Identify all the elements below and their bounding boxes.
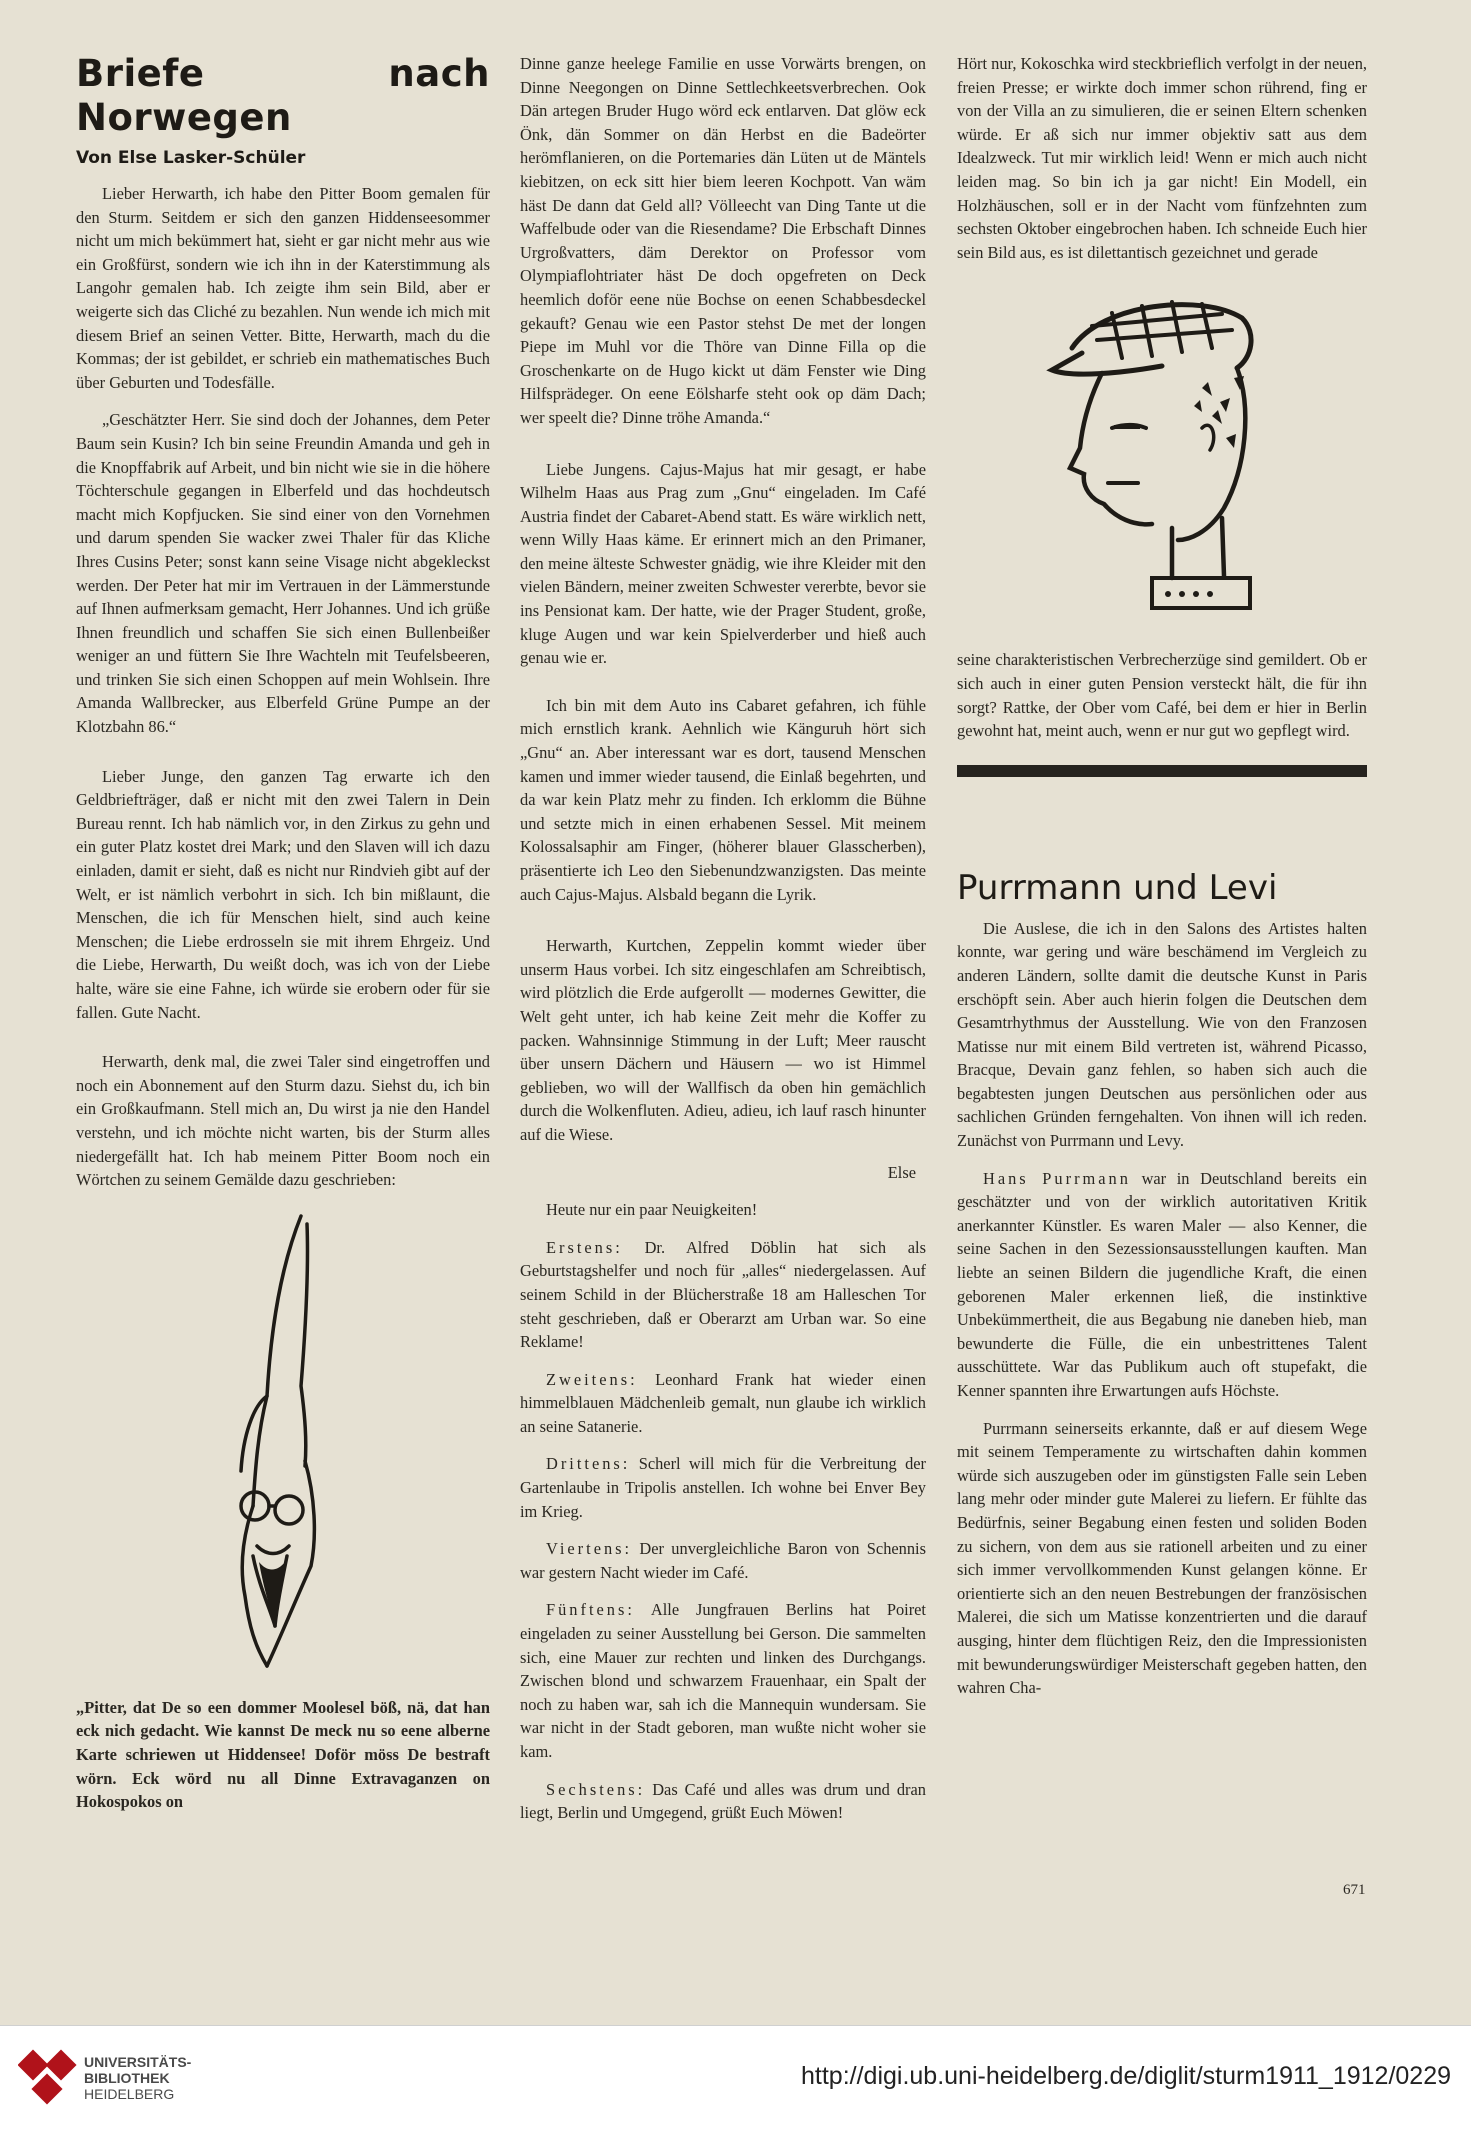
article-title-purrmann: Purrmann und Levi xyxy=(957,867,1278,908)
paragraph: „Geschätzter Herr. Sie sind doch der Johannes, dem Peter Baum sein Kusin? Ich bin seine Freundin Amanda und geh in die Knopffabrik auf Arbeit, und bin nicht wie sie in die höhere Töchterschule gegangen in Elberfeld und das hochdeutsch macht mich Kopfjucken. Sie sind einer von den Vornehmen und darum spenden Sie wacker zwei Thaler für das Kliche Ihres Cusins Peter; sonst kann seine Visage nicht abgekleckst werden. Der Peter hat mir im Vertrauen in der Lämmerstunde auf Ihnen aufmerksam gemacht, Herr Johannes. Und ich grüße Ihnen freundlich und schaffen Sie sich einen Bullenbeißer weniger an und füttern Sie Ihre Wachteln mit Teufelsbeeren, und trinken Sie sich einen Schoppen auf mein Wohlsein. Ihre Amanda Wallbrecker, aus Elberfeld Grüne Pumpe an der Klotzbahn 86.“ xyxy=(76,410,490,737)
news-item xyxy=(520,1452,926,1523)
source-url-link[interactable]: http://digi.ub.uni-heidelberg.de/diglit/sturm1911_1912/0229 xyxy=(801,2062,1451,2090)
news-label: Zweitens: xyxy=(546,1369,638,1389)
column-2 xyxy=(520,52,926,1839)
news-text: Der unvergleichliche Baron von Schennis war gestern Nacht wieder im Café. xyxy=(520,1539,926,1582)
institution-line: BIBLIOTHEK xyxy=(84,2070,170,2086)
signature: Else xyxy=(887,1162,916,1182)
page-number: 671 xyxy=(1343,1882,1366,1898)
section-divider xyxy=(957,765,1367,777)
news-label: Fünftens: xyxy=(546,1600,635,1620)
paragraph: Liebe Jungens. Cajus-Majus hat mir gesagt, er habe Wilhelm Haas aus Prag zum „Gnu“ eingeladen. Im Café Austria findet der Cabaret-Abend statt. Es wäre wirklich nett, wenn Willy Haas käme. Er erinnert mich an den Primaner, den meine älteste Schwester gnädig, wie ihre Kleider mit den vielen Bändern, meiner zweiten Schwester vererbte, bevor sie ins Pensionat kam. Der hatte, wie der Prager Student, große, kluge Augen und war kein Spielverderber und hieß auch genau wie er. xyxy=(520,459,926,668)
news-text: Das Café und alles was drum und dran liegt, Berlin und Umgegend, grüßt Euch Möwen! xyxy=(520,1779,926,1823)
paragraph: Purrmann seinerseits erkannte, daß er auf diesem Wege mit seinem Temperamente zu wirtschaften dahin kommen würde sich auszugeben oder im günstigsten Falle sein Leben lang mehr oder minder gute Malerei zu liefern. Er fühlte das Bedürfnis, seiner Begabung einen festen und soliden Boden zu sichern, von dem aus sie rationell arbeiten und zu einer sich immer vervollkommenden Kunst gelangen könne. Er orientierte sich an den neuen Bestrebungen der französischen Malerei, die sich um Matisse konzentrierten und die darauf ausging, hinter dem flüchtigen Reiz, den die Impressionisten mit bewunderungswürdiger Meisterschaft gegeben hatten, den wahren Cha- xyxy=(957,1418,1367,1698)
news-text: Dr. Alfred Döblin hat sich als Geburtstagshelfer und noch für „alles“ niedergelassen. Auf seinem Schild in der Blücherstraße 18 am Halleschen Tor steht geschrieben, daß er Oberarzt am Urban war. So eine Reklame! xyxy=(520,1237,926,1352)
paragraph: Herwarth, denk mal, die zwei Taler sind eingetroffen und noch ein Abonnement auf den Sturm dazu. Siehst du, ich bin ein Großkaufmann. Stell mich an, Du wirst ja nie den Handel verstehn, und ich möchte nicht warten, bis der Sturm alles niedergefällt hat. Ich hab meinem Pitter Boom noch ein Wörtchen zu seinem Gemälde dazu geschrieben: xyxy=(76,1052,490,1190)
column-3 xyxy=(957,52,1367,1714)
news-item xyxy=(520,1368,926,1439)
news-intro: Heute nur ein paar Neuigkeiten! xyxy=(546,1200,758,1220)
university-logo-icon xyxy=(18,2048,78,2108)
paragraph: Lieber Junge, den ganzen Tag erwarte ich den Geldbriefträger, daß er nicht mit den zwei Talern in Dein Bureau rennt. Ich hab nämlich vor, in den Zirkus zu gehn und ein guter Platz kostet drei Mark; und den Slaven will ich dazu einladen, damit er sieht, daß es nicht nur Rindvieh gibt auf der Welt, er ist nämlich verbohrt in sich. Ich bin mißlaunt, die Menschen, die ich für Menschen hielt, sind auch keine Menschen; die Liebe erdrosseln sie mit ihrem Ehrgeiz. Und die Liebe, Herwarth, Du weißt doch, was ich von der Liebe halte, wäre sie eine Fahne, ich würde sie erobern oder für sie fallen. Gute Nacht. xyxy=(76,766,490,1022)
news-label: Erstens: xyxy=(546,1237,623,1257)
paragraph xyxy=(957,1167,1367,1403)
caption-paragraph: „Pitter, dat De so een dommer Moolesel böß, nä, dat han eck nich gedacht. Wie kannst De meck nu so eene alberne Karte schriewen ut Hiddensee! Doför möss De bestraft wörn. Eck wörd nu all Dinne Extravaganzen on Hokospokos on xyxy=(76,1697,490,1812)
news-item xyxy=(520,1778,926,1825)
paragraph: Die Auslese, die ich in den Salons des Artistes halten konnte, war gering und wäre beschämend im Vergleich zu anderen Ländern, sollte damit die deutsche Kunst in Paris erschöpft sein. Aber auch hierin folgen die Deutschen dem Gesamtrhythmus der Ausstellung. Wie von den Franzosen Matisse nur mit einem Bild vertreten ist, während Picasso, Bracque, Devain ganz fehlen, so haben sich auch die begabtesten jungen Deutschen aus persönlichen oder aus sachlichen Gründen ferngehalten. Von ihnen will ich reden. Zunächst von Purrmann und Levy. xyxy=(957,918,1367,1151)
institution-line: UNIVERSITÄTS- xyxy=(84,2054,192,2070)
paragraph: Hört nur, Kokoschka wird steckbrieflich verfolgt in der neuen, freien Presse; er wirkte doch immer schon rührend, fing er von der Villa an zu simulieren, die er seinen Eltern schenken würde. Er aß sich nur immer objektiv satt aus dem Idealzweck. Tut mir wirklich leid! Wenn er mich auch nicht leiden mag. So bin ich ja gar nicht! Ein Modell, ein Holzhäuschen, soll er in der Nacht vom fünfzehnten zum sechsten Oktober eingebrochen haben. Ich schneide Euch hier sein Bild aus, es ist dilettantisch gezeichnet und gerade xyxy=(957,54,1367,262)
news-text: Scherl will mich für die Verbreitung der Gartenlaube in Tripolis anstellen. Ich wohne bei Enver Bey im Krieg. xyxy=(520,1454,926,1521)
news-label: Drittens: xyxy=(546,1454,631,1474)
news-text: Alle Jungfrauen Berlins hat Poiret eingeladen zu seiner Ausstellung bei Gerson. Die sammelten sich, eine Mauer zur rechten und linken des Durchgangs. Zwischen blond und schwarzem Frauenhaar, ein Spalt der noch zu haben war, sah ich die Mannequin wundersam. Sie war nicht in der Stadt geboren, man wußte nicht woher sie kam. xyxy=(520,1600,926,1761)
institution-line: HEIDELBERG xyxy=(84,2086,175,2102)
kokoschka-portrait-drawing xyxy=(1012,278,1312,638)
column-1 xyxy=(76,52,490,1828)
news-label: Sechstens: xyxy=(546,1779,646,1799)
paragraph-text: war in Deutschland bereits ein geschätzter und von der wirklich autoritativen Kritik anerkannter Künstler. Es waren Maler — also Kenner, die seine Sachen in den Sezessionsausstellungen kauften. Man liebte an seinen Bildern die jugendliche Kraft, die einen geborenen Maler erkennen ließ, die instinktive Unbekümmertheit, die aus Begabung nie daneben hieb, man bewunderte die Fülle, die ein unbestrittenes Talent ausschüttete. War das Publikum auch oft stupefakt, die Kenner spannten ihre Erwartungen aufs Höchste. xyxy=(957,1168,1367,1400)
article-title: Briefe nach Norwegen xyxy=(76,52,490,139)
name-spaced: Hans Purrmann xyxy=(983,1168,1131,1188)
institution-name[interactable] xyxy=(84,2054,191,2102)
news-item xyxy=(520,1537,926,1584)
news-item xyxy=(520,1598,926,1763)
paragraph: Herwarth, Kurtchen, Zeppelin kommt wieder über unserm Haus vorbei. Ich sitz eingeschlafen am Schreibtisch, wird plötzlich die Erde aufgerollt — modernes Gewitter, die Welt geht unter, ich hab keine Zeit mehr die Koffer zu packen. Wahnsinnige Stimmung in der Luft; Meer rauscht über unsern Dächern und Häusern — wo ist Himmel geblieben, wo will der Wallfisch da oben hin gemächlich durch die Wolkenfluten. Adieu, adieu, ich lauf rasch hinunter auf die Wiese. xyxy=(520,936,926,1144)
news-item xyxy=(520,1236,926,1354)
paragraph: Dinne ganze heelege Familie en usse Vorwärts brengen, on Dinne Neegongen on Dinne Settlechkeetsverbrechen. Ook Dän artegen Bruder Hugo wörd eck entlarven. Dat glöw eck Önk, dän Sommer on dän Herbst en die Badeörter herömflanieren, on die Portemaries dän Lüten ut de Mäntels kiebitzen, on eck sitt hier biem leeren Kochpott. Van wäm häst De dann dat Geld all? Völleecht van Ding Tante ut die Waffelbude oder van die Riesendame? Die Erbschaft Dinnes Urgroßvatters, däm Derektor on Professor vom Olympiaflohtriater häst De doch opgefreten on Deck heemlich doför eene nüe Bochse on eenen Schabbesdeckel gekauft? Genau wie een Pastor stehst De met der longen Piepe im Muhl vor die Thöre van Dinne Filla op die Groschenkarte on de Hugo kickt ut däm Fenster wie Ding Hilfsprädeger. On eene Eölsharfe steht ook op däm Dach; wer speelt die? Dinne tröhe Amanda.“ xyxy=(520,54,926,427)
paragraph: Ich bin mit dem Auto ins Cabaret gefahren, ich fühle mich ernstlich krank. Aehnlich wie Känguruh hört sich „Gnu“ an. Aber interessant war es dort, tausend Menschen kamen und immer wieder tausend, die Einlaß begehrten, und da war kein Platz mehr zu finden. Ich erklomm die Bühne und setzte mich in einen erhabenen Sessel. Mit meinem Kolossalsaphir am Finger, (höherer blauer Glasscherben), präsentierte ich Leo den Siebenundzwanzigsten. Das meinte auch Cajus-Majus. Alsbald begann die Lyrik. xyxy=(520,695,926,904)
news-label: Viertens: xyxy=(546,1539,633,1559)
paragraph: seine charakteristischen Verbrecherzüge sind gemildert. Ob er sich auch in einer guten Pension versteckt hält, die für ihn sorgt? Rattke, der Ober vom Café, bei dem er hier in Berlin gewohnt hat, meint auch, wenn er nur gut wo gepflegt wird. xyxy=(957,650,1367,741)
footer-bar xyxy=(0,2025,1471,2130)
pitter-boom-drawing xyxy=(183,1206,383,1686)
news-text: Leonhard Frank hat wieder einen himmelblauen Mädchenleib gemalt, nun glaube ich wirklich an seine Satanerie. xyxy=(520,1369,927,1436)
paragraph: Lieber Herwarth, ich habe den Pitter Boom gemalen für den Sturm. Seitdem er sich den ganzen Hiddenseesommer nicht um mich bekümmert hat, sieht er gar nicht mehr aus wie ein Großfürst, sondern wie ich ihn in der Katerstimmung als Langohr gemalen hab. Ich zeigte ihm sein Bild, aber er weigerte sich das Cliché zu bezahlen. Nun wende ich mich mit diesem Brief an seinen Vetter. Bitte, Herwarth, mach du die Kommas; der ist gebildet, er schrieb ein mathematisches Buch über Geburten und Todesfälle. xyxy=(76,184,490,392)
article-byline: Von Else Lasker-Schüler xyxy=(76,148,306,168)
